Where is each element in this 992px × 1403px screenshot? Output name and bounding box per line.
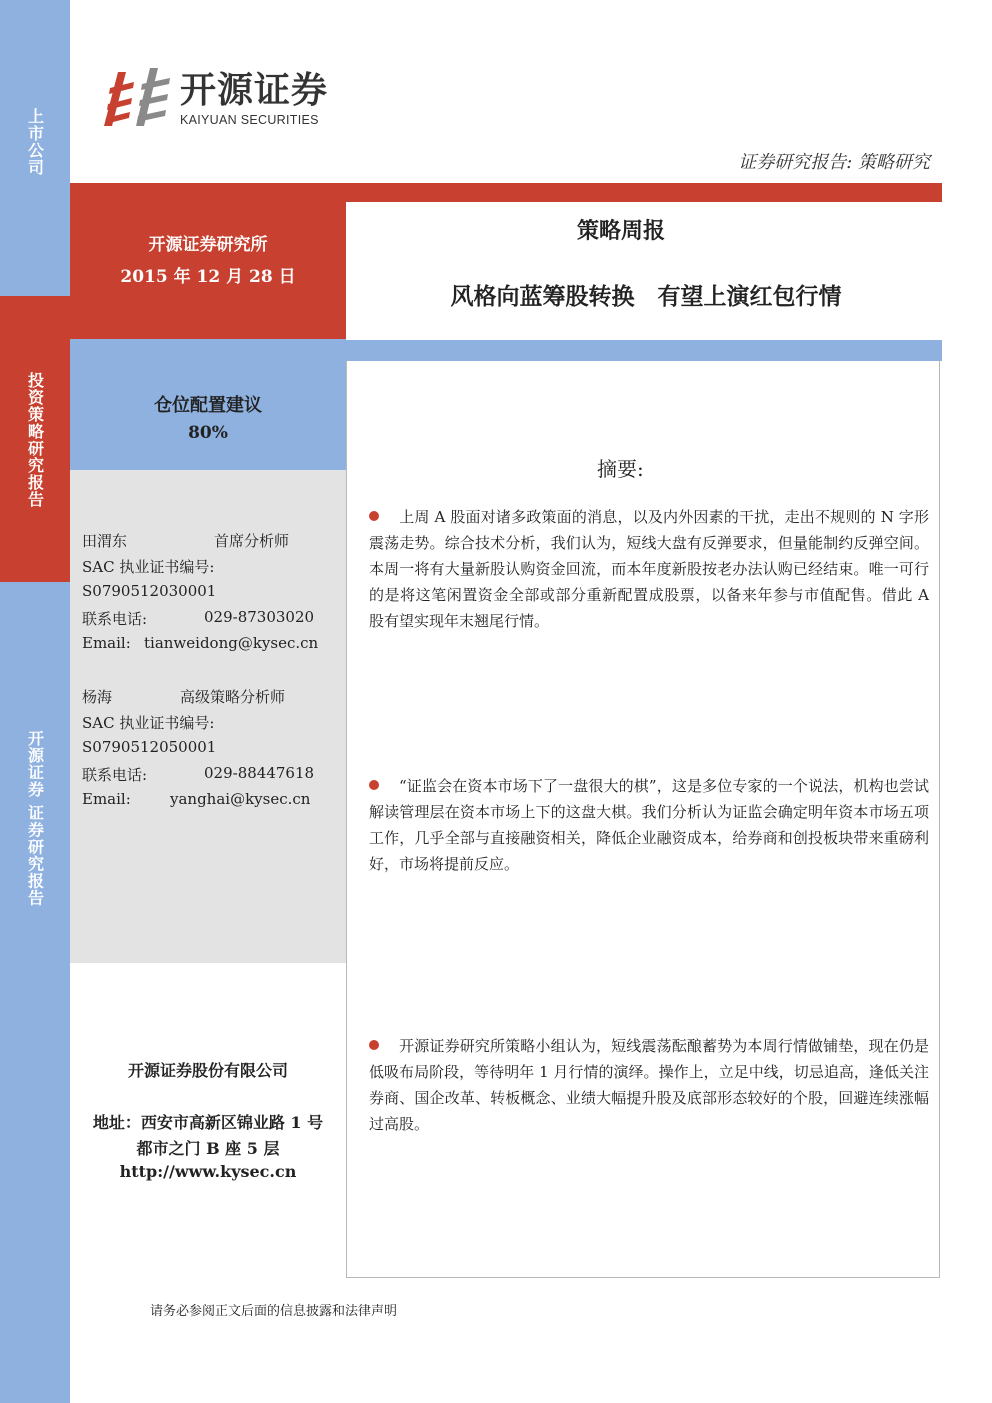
abstract-box (346, 361, 940, 1278)
company-address-line2: 都市之门 B 座 5 层 (136, 1139, 280, 1158)
kaiyuan-logo (104, 66, 328, 132)
analyst-2-phone-label: 联系电话: (82, 766, 148, 784)
header-red-bar (70, 183, 942, 202)
logo-english-name: KAIYUAN SECURITIES (180, 113, 319, 127)
position-value: 80% (188, 423, 228, 443)
analyst-block (70, 470, 346, 963)
analyst-1-title: 首席分析师 (214, 532, 290, 550)
abstract-title: 摘要: (597, 457, 644, 481)
analyst-1-email-row (82, 634, 319, 652)
report-subtitle: 风格向蓝筹股转换 有望上演红包行情 (450, 284, 842, 310)
kaiyuan-logo-icon (104, 66, 174, 132)
analyst-2-cert-no: S0790512050001 (82, 738, 217, 756)
analyst-1-email[interactable]: tianweidong@kysec.cn (144, 634, 319, 652)
report-date: 2015 年 12 月 28 日 (120, 267, 296, 287)
sidebar-strip-bottom (0, 582, 70, 1403)
abstract-paragraph-1-text: 上周 A 股面对诸多政策面的消息，以及内外因素的干扰，走出不规则的 N 字形震荡走势。综合技术分析，我们认为，短线大盘有反弹要求，但量能制约反弹空间。本周一将有大量新股认购资金回流，而本年度新股按老办法认购已经结束。唯一可行的是将这笔闲置资金全部或部分重新配置成股票，以备来年参与市值配售。借此 A 股有望实现年末翘尾行情。 (369, 508, 929, 630)
position-label: 仓位配置建议 (154, 395, 262, 416)
abstract-paragraph-2-text: “证监会在资本市场下了一盘很大的棋”，这是多位专家的一个说法，机构也尝试解读管理层在资本市场上下的这盘大棋。我们分析认为证监会确定明年资本市场五项工作，几乎全部与直接融资相关，降低企业融资成本，给券商和创投板块带来重磅利好，市场将提前反应。 (369, 777, 929, 873)
bullet-icon (369, 1040, 379, 1050)
analyst-1-cert-no: S0790512030001 (82, 582, 217, 600)
analyst-1-name: 田渭东 (82, 532, 128, 550)
report-type: 证券研究报告: 策略研究 (738, 152, 930, 173)
sidebar-label-listed-company: 上市公司 (25, 108, 45, 176)
company-website[interactable]: http://www.kysec.cn (119, 1162, 297, 1181)
abstract-paragraph-3-text: 开源证券研究所策略小组认为，短线震荡酝酿蓄势为本周行情做铺垫，现在仍是低吸布局阶段，等待明年 1 月行情的演绎。操作上，立足中线，切忌追高，逢低关注券商、国企改革、转板概念、业绩大幅提升股及底部形态较好的个股，回避连续涨幅过高股。 (369, 1037, 929, 1133)
analyst-1-name-row (82, 530, 290, 551)
company-address-line1: 地址：西安市高新区锦业路 1 号 (92, 1113, 324, 1132)
analyst-1-phone: 029-87303020 (204, 608, 315, 626)
disclaimer-footer: 请务必参阅正文后面的信息披露和法律声明 (150, 1304, 398, 1319)
analyst-1-phone-label: 联系电话: (82, 610, 148, 628)
analyst-2-name: 杨海 (82, 688, 113, 706)
abstract-paragraph-2 (369, 773, 929, 877)
position-block (70, 339, 346, 470)
analyst-2-email[interactable]: yanghai@kysec.cn (170, 790, 311, 808)
analyst-2-title: 高级策略分析师 (180, 688, 286, 706)
sidebar-label-securities-report: 开源证券 证券研究报告 (25, 730, 45, 907)
bullet-icon (369, 511, 379, 521)
analyst-2-email-label: Email: (82, 790, 131, 808)
abstract-paragraph-3 (369, 1033, 929, 1137)
analyst-2-email-row (82, 790, 311, 808)
sidebar-label-strategy-report: 投资策略研究报告 (25, 372, 45, 508)
analyst-1-cert-label: SAC 执业证书编号: (82, 558, 215, 576)
analyst-1-email-label: Email: (82, 634, 131, 652)
header-blue-band (346, 340, 942, 361)
company-name: 开源证券股份有限公司 (127, 1061, 288, 1080)
abstract-paragraph-1 (369, 504, 929, 634)
institute-name: 开源证券研究所 (148, 235, 268, 255)
analyst-1-phone-row (82, 608, 315, 629)
header-institute-block (70, 202, 346, 339)
analyst-2-name-row (82, 686, 286, 707)
analyst-2-cert-label: SAC 执业证书编号: (82, 714, 215, 732)
analyst-2-phone: 029-88447618 (204, 764, 315, 782)
logo-chinese-name: 开源证券 (180, 70, 329, 111)
report-title: 策略周报 (576, 218, 665, 244)
bullet-icon (369, 780, 379, 790)
analyst-2-phone-row (82, 764, 315, 785)
